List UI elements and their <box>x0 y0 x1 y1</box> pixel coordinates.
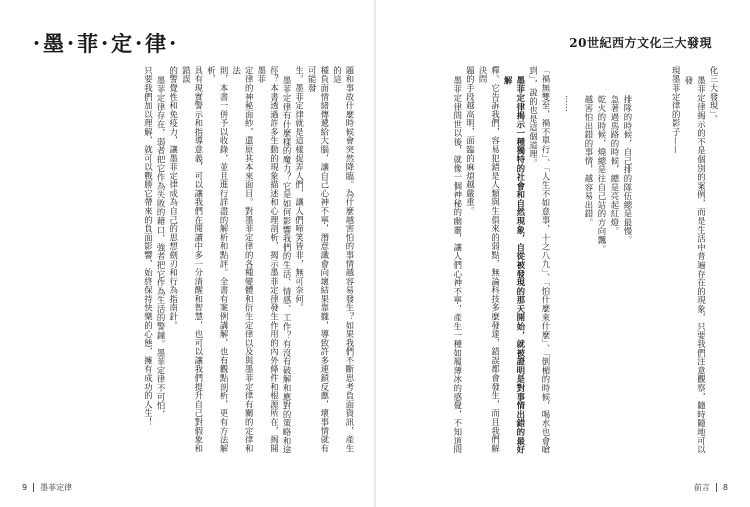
poem-line: 越害怕出錯的事情，越容易出錯。 <box>584 95 594 227</box>
page-number: 9 <box>22 483 28 492</box>
title-char: 定 <box>111 31 135 56</box>
left-page <box>0 0 374 507</box>
left-footer <box>22 482 72 493</box>
body-column: 只要我們加以理解，就可以戰勝它帶來的負面影響，始終保持快樂的心態，擁有成功的人生！ <box>143 66 154 427</box>
footer-divider <box>716 483 717 492</box>
body-column: 題和事故什麼時候會突然降臨。為什麼越害怕的事情越容易發生？如果我們不斷思考負面資訊，產生的這 <box>332 66 355 453</box>
body-column: 現墨菲定律的影子—— <box>671 66 682 154</box>
body-column: 則，本書一併予以收錄，並且進行詳盡的解析和點評。全書有案例講解，也有觀點剖析，更有方法解析， <box>206 66 230 453</box>
body-column: 題的手段越高明，面臨的麻煩越嚴重。 <box>465 66 476 216</box>
title-dot: • <box>101 36 111 50</box>
body-column: 到」，說的也是這個道理。 <box>528 66 539 168</box>
body-column: 墨菲定律存在，弱者把它作為失敗的藉口，強者把它作為生活的警鐘。墨菲定律不可怕， <box>156 76 167 419</box>
right-body-intro <box>670 66 720 458</box>
right-body-text <box>451 66 552 458</box>
right-footer <box>694 482 728 493</box>
ellipsis-mark: …… <box>564 95 573 112</box>
body-column: 具有現實警示和指導意義，可以讓我們在閱讀中多一分清醒和智慧，也可以讓我們提升自己對假象和錯誤 <box>181 66 204 453</box>
title-dot: • <box>67 36 77 50</box>
right-page <box>376 0 750 507</box>
poem-line: 乾火的時候，燒總是往自己站的方向飄。 <box>597 95 607 254</box>
body-column: 釋。它告訴我們，容易犯錯是人類與生俱來的弱點，無論科技多麼發達，錯誤都會發生，而且我們解決問 <box>478 66 501 453</box>
poem-line: 急著過馬路的時候，總是亮起紅燈。 <box>610 95 620 236</box>
body-column: 徑？本書透過許多生動的現象描述和心理剖析，揭示墨菲定律發生作用的內外條件和根源所在，揭開墨菲 <box>256 66 280 453</box>
body-column: 的警覺性和免疫力，讓墨菲定律成為自己的思想劍刃和行為指南針。 <box>168 66 179 330</box>
body-column: 生。墨菲定律就是這樣捉弄人們，讓人們啼笑皆非，無可奈何。 <box>294 66 305 313</box>
body-column: 墨菲定律問世以後，就像一個神秘的幽靈，讓人們心神不寧，產生一種如履薄冰的感覺，不知道問 <box>452 76 463 454</box>
body-column: 化三大發現」。 <box>709 66 719 124</box>
body-column: 「禍無雙至，禍不單行」、「人生不如意事，十之八九」、「怕什麼來什麼」、「倒楣的時候，喝水也會嗆 <box>541 66 551 454</box>
book-title <box>32 28 179 58</box>
title-dot-start: • <box>33 36 43 50</box>
body-column-bold: 墨菲定律揭示一種獨特的社會和自然現象，自從被發現的那天開始，就被證明是對事情出錯的最好解 <box>503 76 526 454</box>
title-dot-end: • <box>169 36 179 50</box>
left-body-text <box>142 66 356 458</box>
body-column: 墨菲定律揭示的不是個別的案例，而是生活中普遍存在的現象，只要我們注意觀察，隨時隨地可以發 <box>683 76 707 454</box>
title-char: 墨 <box>43 31 67 56</box>
body-column: 墨菲定律有什麼樣的魔力？它是如何影響我們的生活、情感、工作？有沒有破解和應對的策略和途 <box>282 76 293 454</box>
example-poem <box>582 95 634 265</box>
body-column: 定律的神秘面紗，還原其本來面目。對墨菲定律的各種變體和衍生定律以及與墨菲定律有關的定律和法 <box>231 66 255 453</box>
title-dot: • <box>135 36 145 50</box>
footer-divider <box>33 483 34 492</box>
title-char: 菲 <box>77 31 101 56</box>
body-column: 種負面情緒傳遞給大腦，讓自己心神不寧，潛意識會向壞結果靠攏，導致許多連鎖反應，壞事情就有可能發 <box>307 66 330 453</box>
footer-book-title: 墨菲定律 <box>40 483 73 492</box>
poem-line: 排隊的時候，自己排的隊伍總是最慢。 <box>623 95 633 245</box>
footer-section-label: 前言 <box>693 483 710 492</box>
page-number: 8 <box>722 483 728 492</box>
chapter-header: 20世紀西方文化三大發現 <box>569 36 712 50</box>
title-char: 律 <box>145 31 169 56</box>
